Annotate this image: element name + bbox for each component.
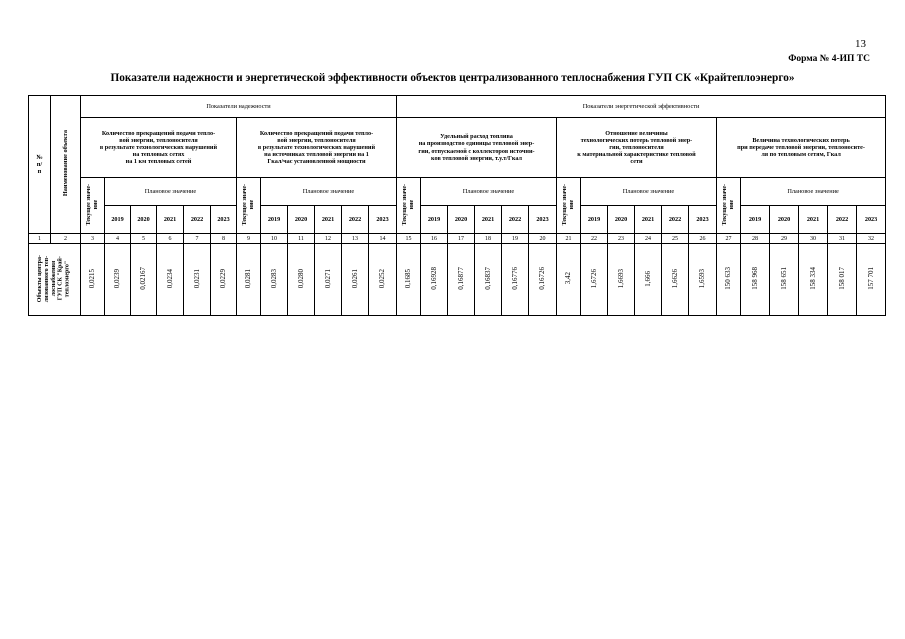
data-cell (131, 244, 157, 316)
column-number: 3 (81, 234, 105, 244)
column-number: 32 (857, 234, 886, 244)
data-cell (342, 244, 369, 316)
year-header: 2023 (857, 206, 886, 234)
data-cell (184, 244, 211, 316)
column-number: 1 (29, 234, 51, 244)
column-number: 26 (689, 234, 717, 244)
plan-value: 0,02167 (139, 267, 148, 290)
plan-value: 0,0231 (192, 268, 201, 288)
data-cell (608, 244, 635, 316)
current-value-header: Текущее значе- ние (721, 183, 735, 226)
plan-value-header: Плановое значение (581, 178, 717, 206)
year-header: 2021 (475, 206, 502, 234)
year-header: 2020 (288, 206, 315, 234)
column-number: 29 (770, 234, 799, 244)
data-cell (261, 244, 288, 316)
plan-value: 0,0229 (219, 268, 228, 288)
year-header: 2022 (342, 206, 369, 234)
year-header: 2022 (502, 206, 529, 234)
year-header: 2019 (105, 206, 131, 234)
plan-value: 0,0252 (378, 268, 387, 288)
year-header: 2019 (261, 206, 288, 234)
column-number: 23 (608, 234, 635, 244)
data-cell (502, 244, 529, 316)
data-cell (315, 244, 342, 316)
current-value-header: Текущее значе- ние (241, 183, 255, 226)
data-cell (529, 244, 557, 316)
year-header: 2023 (689, 206, 717, 234)
current-value-header-cell (81, 178, 105, 234)
current-value-header-cell (717, 178, 741, 234)
current-value-header: Текущее значе- ние (401, 183, 415, 226)
year-header: 2020 (448, 206, 475, 234)
data-cell (799, 244, 828, 316)
plan-value: 0,0283 (269, 268, 278, 288)
year-header: 2021 (157, 206, 184, 234)
data-cell (662, 244, 689, 316)
column-number: 31 (828, 234, 857, 244)
current-value-header: Текущее значе- ние (561, 183, 575, 226)
column-number: 27 (717, 234, 741, 244)
current-value: 0,0281 (244, 268, 253, 288)
column-number: 24 (635, 234, 662, 244)
column-number: 20 (529, 234, 557, 244)
year-row (29, 206, 886, 234)
plan-value: 0,0261 (350, 268, 359, 288)
column-number: 19 (502, 234, 529, 244)
year-header: 2023 (211, 206, 237, 234)
column-number: 8 (211, 234, 237, 244)
plan-value: 0,16726 (538, 267, 547, 290)
column-number: 14 (369, 234, 397, 244)
data-cell (448, 244, 475, 316)
column-number: 7 (184, 234, 211, 244)
indicator-name: Удельный расход топлива на производство единицы тепловой энер- гии, отпускаемой с коллекторов источни- ков тепловой энергии, т.у.т/Гкал (397, 118, 557, 178)
column-number: 9 (237, 234, 261, 244)
data-cell (369, 244, 397, 316)
data-cell (857, 244, 886, 316)
year-header: 2021 (635, 206, 662, 234)
indicator-name: Отношение величины технологических потерь тепловой энер- гии, теплоносителя к материальной характеристике тепловой сети (557, 118, 717, 178)
data-cell (635, 244, 662, 316)
year-header: 2021 (799, 206, 828, 234)
indicator-name: Количество прекращений подачи тепло- вой энергии, теплоносителя в результате технологических нарушений на тепловых сетях на 1 км тепловых сетей (81, 118, 237, 178)
column-number: 21 (557, 234, 581, 244)
column-number: 28 (741, 234, 770, 244)
current-value-header: Текущее значе- ние (85, 183, 99, 226)
row-label: Объекты центра- лизованного теп- лоснабжения ГУП СК "Край- теплоэнерго" (37, 254, 71, 302)
year-header: 2020 (608, 206, 635, 234)
data-cell (211, 244, 237, 316)
row-label-cell (29, 244, 81, 316)
plan-value: 0,0234 (165, 268, 174, 288)
column-number: 2 (51, 234, 81, 244)
column-number: 16 (421, 234, 448, 244)
table-row (29, 244, 886, 316)
column-number: 18 (475, 234, 502, 244)
plan-value: 0,0271 (323, 268, 332, 288)
year-header: 2020 (770, 206, 799, 234)
data-cell (237, 244, 261, 316)
year-header: 2019 (741, 206, 770, 234)
data-cell (157, 244, 184, 316)
year-header: 2019 (421, 206, 448, 234)
year-header: 2021 (315, 206, 342, 234)
plan-value-header: Плановое значение (421, 178, 557, 206)
indicator-name-row (29, 118, 886, 178)
current-value-header-cell (397, 178, 421, 234)
data-cell (581, 244, 608, 316)
column-number: 10 (261, 234, 288, 244)
current-value: 0,0215 (88, 268, 97, 288)
plan-value: 158 017 (837, 267, 846, 290)
current-value: 3,42 (564, 272, 573, 285)
plan-value: 0,16877 (456, 267, 465, 290)
group-header-row (29, 96, 886, 118)
year-header: 2023 (369, 206, 397, 234)
data-cell (828, 244, 857, 316)
plan-value-header: Плановое значение (741, 178, 886, 206)
data-cell (397, 244, 421, 316)
plan-value: 1,6626 (670, 268, 679, 288)
plan-value: 158 651 (779, 267, 788, 290)
year-header: 2022 (662, 206, 689, 234)
data-cell (689, 244, 717, 316)
efficiency-group-header: Показатели энергетической эффективности (397, 96, 886, 118)
indicators-table (28, 95, 886, 316)
plan-value: 1,6593 (698, 268, 707, 288)
current-value-header-cell (557, 178, 581, 234)
current-value: 0,1685 (404, 268, 413, 288)
plan-value: 157 701 (867, 267, 876, 290)
plan-value: 1,6693 (616, 268, 625, 288)
page-number: 13 (855, 38, 866, 50)
data-cell (421, 244, 448, 316)
indicator-name: Количество прекращений подачи тепло- вой энергии, теплоносителя в результате технологических нарушений на источниках тепловой энергии на 1 Гкал/час установленной мощности (237, 118, 397, 178)
plan-value-header: Плановое значение (105, 178, 237, 206)
data-cell (557, 244, 581, 316)
row-number-header: № п/ п (29, 96, 51, 234)
column-number: 6 (157, 234, 184, 244)
data-cell (288, 244, 315, 316)
column-number: 30 (799, 234, 828, 244)
data-cell (81, 244, 105, 316)
column-number-row (29, 234, 886, 244)
plan-value: 0,0239 (113, 268, 122, 288)
column-number: 17 (448, 234, 475, 244)
data-cell (770, 244, 799, 316)
year-header: 2023 (529, 206, 557, 234)
current-value-header-cell (237, 178, 261, 234)
current-value: 150 633 (724, 267, 733, 290)
form-label: Форма № 4-ИП ТС (788, 54, 870, 64)
data-cell (741, 244, 770, 316)
value-type-row (29, 178, 886, 206)
column-number: 5 (131, 234, 157, 244)
plan-value-header: Плановое значение (261, 178, 397, 206)
page-title: Показатели надежности и энергетической эффективности объектов централизованного теплоснабжения ГУП СК «Крайтеплоэнерго» (110, 72, 795, 84)
data-cell (717, 244, 741, 316)
plan-value: 1,6726 (589, 268, 598, 288)
year-header: 2022 (828, 206, 857, 234)
plan-value: 0,16928 (429, 267, 438, 290)
column-number: 4 (105, 234, 131, 244)
plan-value: 1,666 (643, 270, 652, 287)
column-number: 13 (342, 234, 369, 244)
plan-value: 158 334 (808, 267, 817, 290)
data-cell (475, 244, 502, 316)
year-header: 2020 (131, 206, 157, 234)
year-header: 2019 (581, 206, 608, 234)
year-header: 2022 (184, 206, 211, 234)
column-number: 22 (581, 234, 608, 244)
plan-value: 0,0280 (296, 268, 305, 288)
column-number: 12 (315, 234, 342, 244)
plan-value: 158 968 (750, 267, 759, 290)
indicator-name: Величина технологических потерь при передаче тепловой энергии, теплоносите- ля по тепловым сетям, Гкал (717, 118, 886, 178)
data-cell (105, 244, 131, 316)
column-number: 11 (288, 234, 315, 244)
column-number: 15 (397, 234, 421, 244)
column-number: 25 (662, 234, 689, 244)
object-name-header: Наименование объекта (61, 130, 69, 197)
reliability-group-header: Показатели надежности (81, 96, 397, 118)
object-name-header-cell (51, 96, 81, 234)
plan-value: 0,16837 (483, 267, 492, 290)
plan-value: 0,16776 (510, 267, 519, 290)
